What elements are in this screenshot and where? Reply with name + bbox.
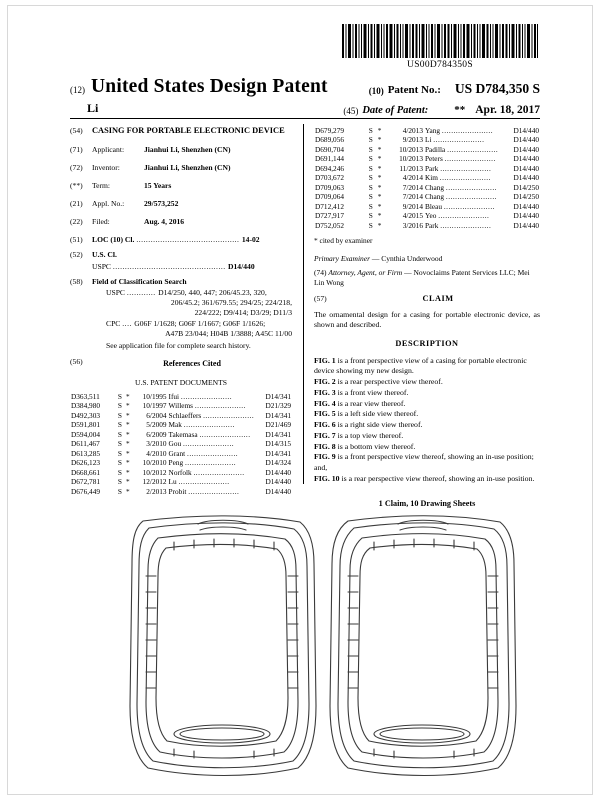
figure-description: [314, 409, 540, 420]
dot-leader: ......................: [178, 477, 230, 487]
reference-star: *: [125, 420, 130, 430]
barcode-block: [340, 24, 540, 70]
dot-leader: ......................: [447, 144, 499, 154]
reference-name: Kim ......................: [424, 173, 491, 183]
field-inventor: [70, 163, 292, 173]
reference-class: D14/341: [265, 391, 291, 401]
table-row: [314, 211, 540, 220]
date-label: Date of Patent:: [362, 105, 429, 116]
figure-text: is a left side view thereof.: [335, 409, 419, 419]
reference-date: 6/2004: [146, 410, 167, 420]
filed-value: Aug. 4, 2016: [144, 216, 185, 226]
page-title: United States Design Patent: [91, 76, 328, 97]
reference-star: *: [125, 458, 130, 468]
reference-class: D14/250: [513, 182, 539, 192]
reference-patent-number: D591,801: [71, 420, 100, 430]
figure-text: is a rear view thereof.: [335, 398, 406, 408]
reference-date: 10/2010: [142, 458, 167, 468]
date-value: Apr. 18, 2017: [475, 104, 540, 116]
reference-date: 9/2014: [402, 201, 423, 211]
reference-patent-number: D626,123: [71, 458, 100, 468]
us-patent-documents-subheading: U.S. PATENT DOCUMENTS: [135, 377, 227, 387]
dot-leader: ......................: [439, 173, 491, 183]
claim-heading: CLAIM: [422, 293, 454, 303]
reference-class: D14/341: [265, 410, 291, 420]
attorney-line: (74) Attorney, Agent, or Firm — Novoclaims Patent Services LLC; Mei Lin Wong: [314, 267, 530, 287]
reference-patent-number: D703,672: [315, 173, 344, 183]
figure-description: [314, 388, 540, 399]
reference-kind-code: S: [117, 439, 122, 449]
barcode-icon: [342, 24, 538, 58]
cpc-label: CPC: [106, 319, 121, 329]
reference-star: *: [377, 135, 382, 145]
reference-date: 2/2013: [146, 486, 167, 496]
reference-date: 5/2009: [146, 420, 167, 430]
claim-block: [314, 294, 540, 310]
figure-text: is a rear perspective view thereof.: [335, 377, 443, 387]
reference-patent-number: D727,917: [315, 211, 344, 221]
reference-date: 10/2013: [399, 154, 423, 164]
table-row: [70, 392, 292, 401]
uspc-search-line-2: 206/45.2; 361/679.55; 294/25; 224/218,: [170, 298, 292, 308]
figure-description: [314, 399, 540, 410]
page-sheet: [8, 6, 592, 794]
reference-star: *: [377, 220, 382, 230]
claim-text: The ornamental design for a casing for portable electronic device, as shown and described.: [314, 309, 540, 330]
reference-name: Yang ......................: [424, 126, 494, 135]
field-of-search: [70, 277, 292, 351]
table-row: [70, 458, 292, 467]
casing-drawing-svg: [48, 506, 568, 786]
reference-patent-number: D694,246: [315, 163, 344, 173]
dot-leader: ......................: [180, 391, 233, 401]
references-heading: References Cited: [163, 359, 221, 369]
reference-patent-number: D363,511: [71, 391, 100, 401]
reference-star: *: [125, 439, 130, 449]
title-block: [70, 76, 540, 116]
dot-leader: ....: [122, 319, 135, 329]
reference-patent-number: D690,704: [315, 144, 344, 154]
dot-leader: ......................: [438, 211, 490, 221]
field-number: (54): [70, 126, 83, 135]
table-row: [314, 221, 540, 230]
reference-name: Park ......................: [424, 220, 492, 230]
reference-name: Ifui ......................: [168, 391, 233, 401]
applicant-label: Applicant:: [92, 144, 125, 154]
reference-date: 10/2013: [399, 144, 423, 154]
reference-date: 4/2014: [402, 173, 423, 183]
field-number: (**): [70, 180, 83, 190]
cpc-line-2: A47B 23/044; H04B 1/3888; A45C 11/00: [165, 329, 292, 339]
reference-kind-code: S: [368, 192, 373, 202]
reference-name: Park ......................: [424, 163, 492, 173]
reference-name: Chang ......................: [424, 192, 498, 202]
loc-label: LOC (10) Cl.: [92, 235, 135, 244]
reference-class: D14/440: [513, 173, 539, 183]
reference-star: *: [377, 163, 382, 173]
figure-label: FIG. 7: [314, 430, 336, 440]
dot-leader: ......................: [444, 154, 496, 164]
us-cl-label: U.S. Cl.: [92, 250, 117, 260]
reference-star: *: [125, 467, 130, 477]
reference-kind-code: S: [117, 467, 122, 477]
reference-class: D14/341: [265, 429, 291, 439]
table-row: [314, 135, 540, 144]
reference-date: 10/1995: [142, 391, 167, 401]
reference-class: D14/440: [513, 201, 539, 211]
reference-class: D14/440: [513, 144, 539, 154]
figure-text: is a rear perspective view thereof, showing an in-use position.: [339, 473, 535, 483]
figure-label: FIG. 9: [314, 452, 336, 462]
reference-name: Lu ......................: [168, 477, 230, 487]
reference-kind-code: S: [368, 182, 373, 192]
reference-kind-code: S: [117, 486, 122, 496]
column-divider: [303, 124, 304, 484]
figure-label: FIG. 1: [314, 355, 336, 365]
field-number: (22): [70, 216, 83, 226]
dot-leader: ......................: [445, 192, 498, 202]
dot-leader: ......................: [443, 201, 495, 211]
field-number: (21): [70, 198, 83, 208]
invention-title: CASING FOR PORTABLE ELECTRONIC DEVICE: [92, 126, 285, 135]
reference-kind-code: S: [368, 163, 373, 173]
reference-class: D14/250: [513, 192, 539, 202]
field-number: (56): [70, 357, 83, 367]
claim-count: 1 Claim, 10 Drawing Sheets: [378, 498, 476, 508]
dot-leader: ......................: [184, 458, 237, 468]
reference-class: D21/469: [265, 420, 291, 430]
reference-patent-number: D712,412: [315, 201, 344, 211]
reference-class: D14/440: [265, 477, 291, 487]
reference-kind-code: S: [368, 135, 373, 145]
table-row: [70, 401, 292, 410]
figure-label: FIG. 6: [314, 420, 336, 430]
dot-leader: ......................: [441, 126, 494, 135]
reference-class: D14/440: [513, 163, 539, 173]
field-us-class: [70, 250, 292, 272]
reference-date: 6/2009: [146, 429, 167, 439]
term-label: Term:: [92, 180, 111, 190]
table-row: [314, 173, 540, 182]
table-row: [70, 477, 292, 486]
reference-patent-number: D709,064: [315, 192, 344, 202]
uspc-search-line-3: 224/222; D9/414; D3/29; D11/3: [194, 308, 292, 318]
reference-name: Mak ......................: [168, 420, 235, 430]
figure-description: [314, 474, 540, 485]
table-row: [314, 164, 540, 173]
filed-label: Filed:: [92, 216, 110, 226]
reference-kind-code: S: [368, 201, 373, 211]
table-row: [314, 145, 540, 154]
figure-description-list: [314, 356, 540, 485]
search-label: Field of Classification Search: [92, 277, 187, 287]
figure-label: FIG. 8: [314, 441, 336, 451]
reference-kind-code: S: [368, 173, 373, 183]
figure-description: [314, 431, 540, 442]
reference-patent-number: D752,052: [315, 220, 344, 230]
reference-date: 12/2012: [142, 477, 167, 487]
cited-by-examiner-note: * cited by examiner: [314, 236, 373, 246]
patent-no-label: Patent No.:: [387, 84, 441, 96]
primary-examiner-value: Cynthia Underwood: [381, 254, 443, 264]
figure-text: is a right side view thereof.: [335, 420, 423, 430]
figure-label: FIG. 10: [314, 473, 340, 483]
reference-star: *: [125, 410, 130, 420]
reference-kind-code: S: [368, 220, 373, 230]
references-table-right: [314, 126, 540, 230]
patent-no-value: US D784,350 S: [454, 81, 540, 96]
search-history-note: See application file for complete search history.: [106, 341, 251, 351]
dot-leader: ......................: [203, 410, 255, 420]
appl-no-label: Appl. No.:: [92, 198, 125, 208]
reference-date: 10/1997: [142, 401, 167, 411]
reference-date: 10/2012: [142, 467, 167, 477]
table-row: [314, 154, 540, 163]
reference-class: D14/440: [513, 220, 539, 230]
reference-name: Peters ......................: [424, 154, 496, 164]
field-filed: [70, 217, 292, 227]
field-term: [70, 181, 292, 191]
reference-name: Yeo ......................: [424, 211, 490, 221]
reference-name: Norfolk ......................: [168, 467, 245, 477]
reference-star: *: [377, 182, 382, 192]
reference-date: 3/2016: [402, 220, 423, 230]
reference-class: D14/440: [513, 126, 539, 135]
figure-text: is a front perspective view thereof, showing an in-use position; and,: [314, 452, 534, 473]
reference-patent-number: D384,980: [71, 401, 100, 411]
reference-kind-code: S: [117, 429, 122, 439]
figure-description: [314, 356, 540, 378]
reference-date: 4/2013: [402, 126, 423, 135]
dot-leader: ......................: [193, 467, 245, 477]
reference-name: Gou ......................: [168, 439, 235, 449]
reference-date: 11/2013: [399, 163, 423, 173]
dot-leader: ......................: [440, 220, 492, 230]
dot-leader: ......................: [433, 135, 485, 145]
reference-name: Padilla ......................: [424, 144, 499, 154]
reference-date: 4/2015: [402, 211, 423, 221]
dot-leader: ...............................................: [112, 262, 229, 272]
figure-label: FIG. 4: [314, 398, 336, 408]
inventor-value: Jianhui Li, Shenzhen (CN): [144, 162, 231, 172]
field-applicant: [70, 145, 292, 155]
reference-date: 3/2010: [146, 439, 167, 449]
date-stars: **: [454, 104, 466, 116]
figure-text: is a front perspective view of a casing for portable electronic device showing my new design.: [314, 355, 527, 376]
field-loc-class: [70, 235, 292, 245]
figure-label: FIG. 5: [314, 409, 336, 419]
reference-date: 7/2014: [402, 192, 423, 202]
field-number: (71): [70, 144, 83, 154]
patent-drawing: [48, 506, 568, 786]
table-row: [70, 439, 292, 448]
reference-kind-code: S: [117, 391, 122, 401]
reference-kind-code: S: [117, 410, 122, 420]
reference-class: D14/341: [265, 448, 291, 458]
table-row: [70, 430, 292, 439]
reference-star: *: [125, 448, 130, 458]
reference-patent-number: D691,144: [315, 154, 344, 164]
reference-star: *: [377, 173, 382, 183]
loc-value: 14-02: [241, 235, 260, 244]
reference-date: 9/2013: [402, 135, 423, 145]
table-row: [314, 183, 540, 192]
table-row: [70, 487, 292, 496]
field-number: (72): [70, 162, 83, 172]
claim-number: (57): [314, 293, 327, 303]
primary-examiner-label: Primary Examiner: [314, 254, 371, 264]
field-number: (58): [70, 277, 83, 287]
reference-name: Grant ......................: [168, 448, 239, 458]
reference-patent-number: D689,056: [315, 135, 344, 145]
applicant-value: Jianhui Li, Shenzhen (CN): [144, 144, 231, 154]
reference-patent-number: D594,004: [71, 429, 100, 439]
uspc-value: D14/440: [228, 262, 255, 272]
reference-name: Bleau ......................: [424, 201, 495, 211]
dot-leader: ......................: [183, 420, 235, 430]
reference-star: *: [125, 391, 130, 401]
reference-kind-code: S: [117, 477, 122, 487]
table-row: [314, 202, 540, 211]
reference-name: Peng ......................: [168, 458, 237, 468]
inventor-label: Inventor:: [92, 162, 120, 172]
right-column: [314, 126, 540, 510]
dot-leader: ......................: [440, 163, 492, 173]
reference-patent-number: D709,063: [315, 182, 344, 192]
attorney-label: Attorney, Agent, or Firm: [328, 267, 403, 277]
table-row: [314, 126, 540, 135]
dot-leader: ......................: [187, 448, 239, 458]
uspc-search-line-1: D14/250, 440, 447; 206/45.23, 320,: [158, 288, 267, 298]
reference-star: *: [377, 126, 382, 135]
reference-patent-number: D613,285: [71, 448, 100, 458]
reference-patent-number: D492,303: [71, 410, 100, 420]
reference-class: D14/440: [513, 154, 539, 164]
figure-text: is a front view thereof.: [335, 387, 409, 397]
dot-leader: ......................: [188, 486, 240, 496]
date-paren: (45): [343, 106, 359, 116]
figure-description: [314, 420, 540, 431]
reference-kind-code: S: [368, 144, 373, 154]
table-row: [70, 468, 292, 477]
reference-name: Schlaeffers ......................: [168, 410, 255, 420]
field-number: (52): [70, 250, 83, 260]
references-table-left: [70, 392, 292, 496]
reference-kind-code: S: [117, 458, 122, 468]
reference-patent-number: D668,661: [71, 467, 100, 477]
reference-kind-code: S: [368, 154, 373, 164]
reference-star: *: [377, 192, 382, 202]
reference-date: 4/2010: [146, 448, 167, 458]
figure-description: [314, 452, 540, 474]
table-row: [314, 192, 540, 201]
reference-name: Takemasa ......................: [168, 429, 251, 439]
table-row: [70, 411, 292, 420]
field-number: (51): [70, 235, 83, 244]
reference-class: D14/324: [265, 458, 291, 468]
figure-text: is a top view thereof.: [335, 430, 404, 440]
left-column: [70, 126, 292, 496]
header-rule: [70, 118, 540, 119]
dot-leader: ......................: [199, 429, 251, 439]
table-row: [70, 449, 292, 458]
table-row: [70, 420, 292, 429]
doc-kind-code: (12): [70, 85, 85, 95]
inventor-surname: Li: [87, 101, 99, 115]
reference-name: Chang ......................: [424, 182, 498, 192]
reference-star: *: [125, 429, 130, 439]
reference-star: *: [125, 477, 130, 487]
attorney-value: Novoclaims Patent Services LLC; Mei Lin Wong: [314, 267, 530, 287]
figure-label: FIG. 2: [314, 377, 336, 387]
dot-leader: ............: [126, 288, 159, 298]
reference-patent-number: D679,279: [315, 126, 344, 135]
reference-kind-code: S: [117, 401, 122, 411]
term-value: 15 Years: [144, 180, 172, 190]
reference-name: Probit ......................: [168, 486, 240, 496]
uspc-search-label: USPC: [106, 288, 125, 298]
reference-kind-code: S: [117, 448, 122, 458]
reference-class: D14/440: [513, 211, 539, 221]
reference-date: 7/2014: [402, 182, 423, 192]
cpc-line-1: G06F 1/1628; G06F 1/1667; G06F 1/1626;: [134, 319, 266, 329]
reference-star: *: [377, 211, 382, 221]
references-cited-block: [70, 357, 292, 373]
figure-description: [314, 442, 540, 453]
primary-examiner-line: Primary Examiner — Cynthia Underwood: [314, 254, 443, 264]
description-heading: DESCRIPTION: [395, 338, 459, 348]
reference-class: D14/440: [513, 135, 539, 145]
reference-class: D14/315: [265, 439, 291, 449]
dot-leader: ...........................................: [136, 235, 242, 244]
reference-star: *: [125, 486, 130, 496]
reference-patent-number: D611,467: [71, 439, 100, 449]
reference-star: *: [125, 401, 130, 411]
reference-name: Li ......................: [424, 135, 485, 145]
attorney-paren: (74): [314, 267, 327, 277]
figure-text: is a bottom view thereof.: [335, 441, 416, 451]
patent-no-paren: (10): [368, 86, 384, 96]
reference-star: *: [377, 154, 382, 164]
reference-class: D14/440: [265, 467, 291, 477]
figure-label: FIG. 3: [314, 387, 336, 397]
reference-star: *: [377, 201, 382, 211]
barcode-number: US00D784350S: [407, 60, 473, 70]
dot-leader: ......................: [182, 439, 235, 449]
reference-kind-code: S: [368, 211, 373, 221]
dot-leader: ......................: [445, 182, 498, 192]
reference-patent-number: D672,781: [71, 477, 100, 487]
figure-description: [314, 377, 540, 388]
reference-star: *: [377, 144, 382, 154]
reference-kind-code: S: [117, 420, 122, 430]
reference-kind-code: S: [368, 126, 373, 135]
appl-no-value: 29/573,252: [144, 198, 179, 208]
reference-class: D21/329: [265, 401, 291, 411]
field-title: [70, 126, 292, 137]
field-appl-no: [70, 199, 292, 209]
reference-name: Willems ......................: [168, 401, 246, 411]
reference-class: D14/440: [265, 486, 291, 496]
reference-patent-number: D676,449: [71, 486, 100, 496]
dot-leader: ......................: [194, 401, 246, 411]
uspc-label: USPC: [92, 262, 111, 272]
